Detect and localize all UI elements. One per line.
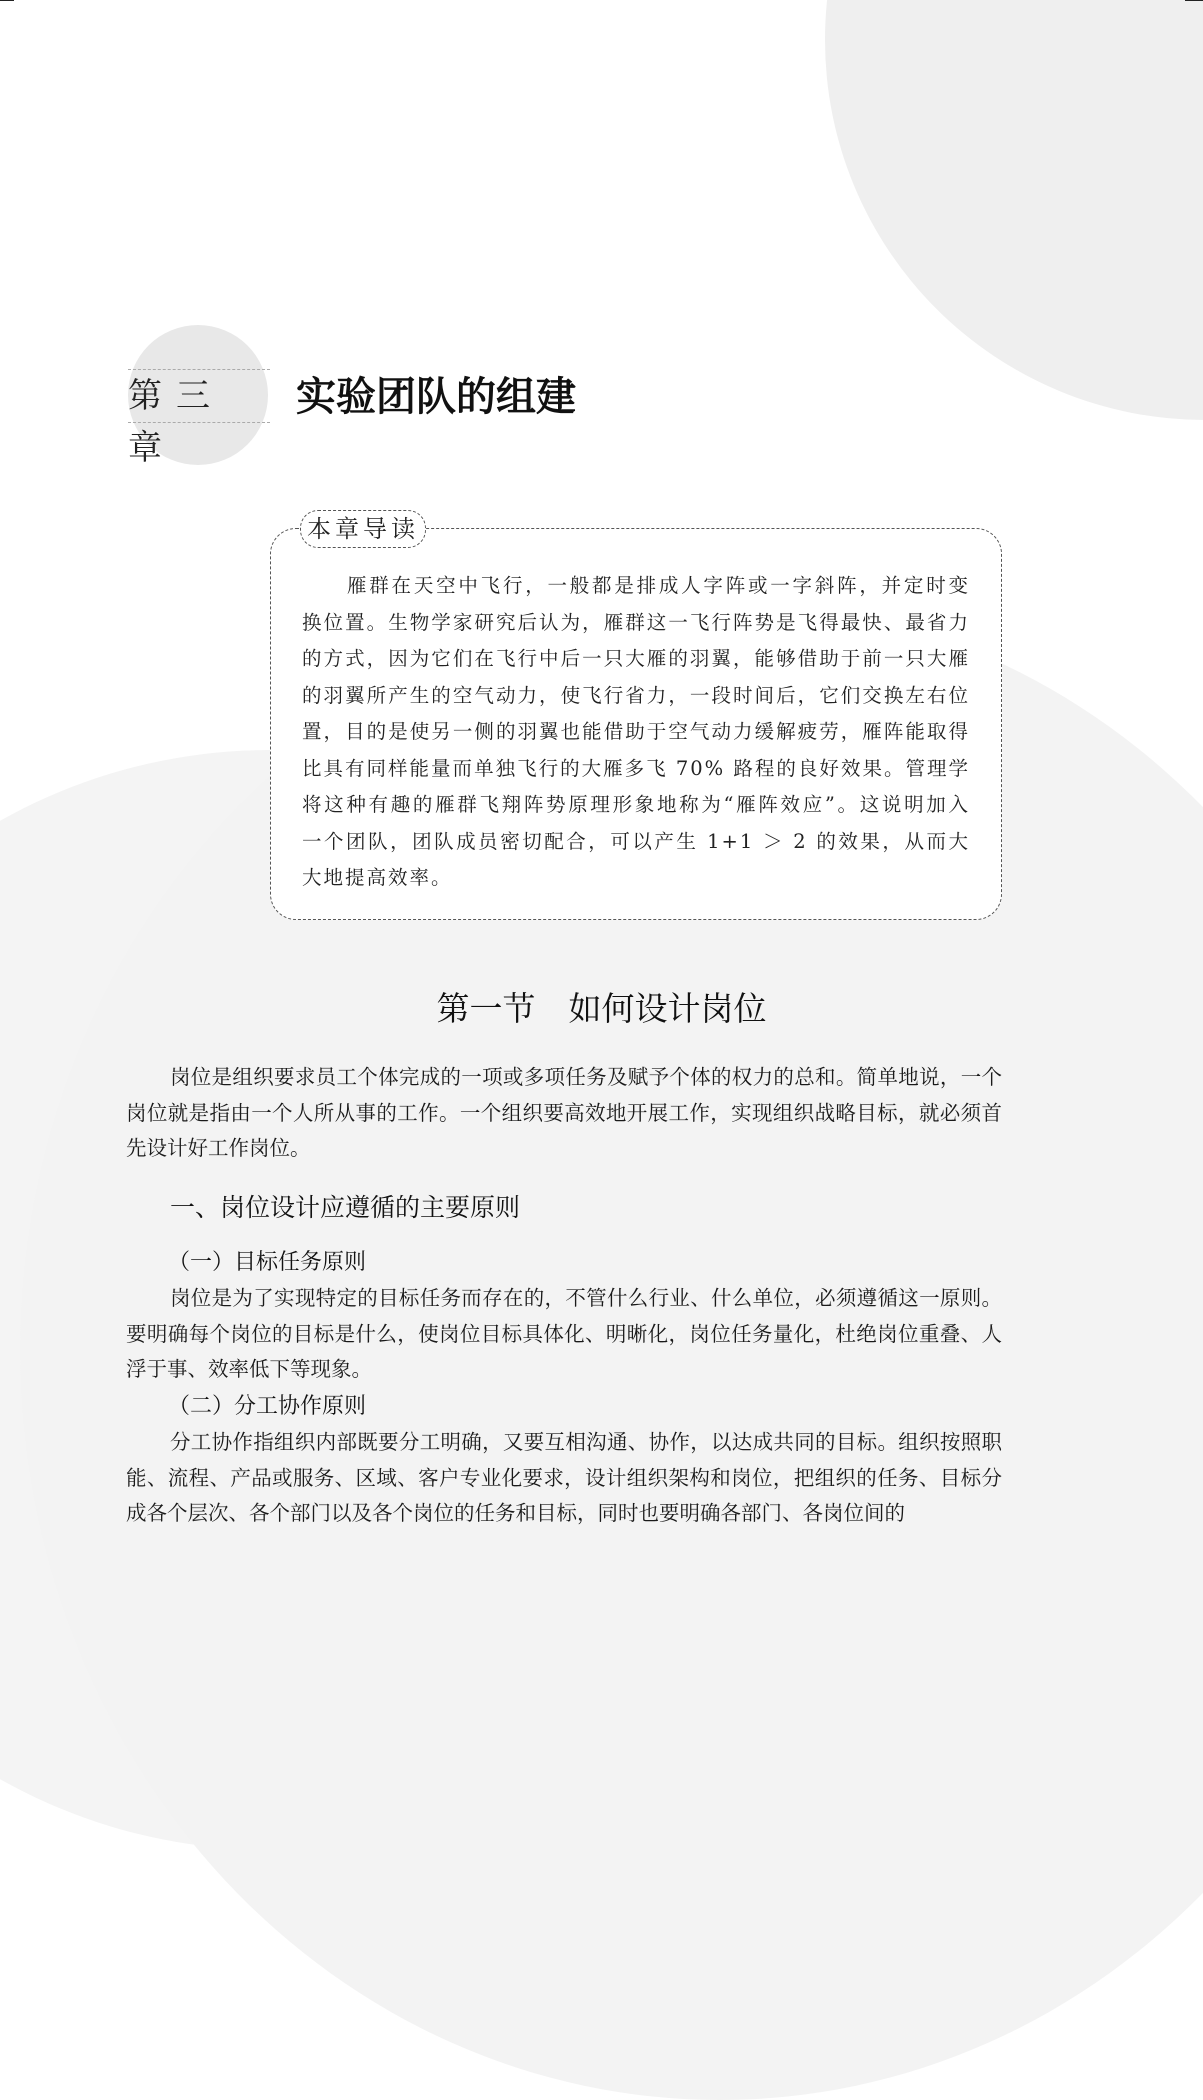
subheading-principles: 一、岗位设计应遵循的主要原则 (170, 1193, 521, 1222)
chapter-guide-text: 雁群在天空中飞行，一般都是排成人字阵或一字斜阵，并定时变换位置。生物学家研究后认为，雁群这一飞行阵势是飞得最快、最省力的方式，因为它们在飞行中后一只大雁的羽翼，能够借助于前一只大雁的羽翼所产生的空气动力，使飞行省力，一段时间后，它们交换左右位置，目的是使另一侧的羽翼也能借助于空气动力缓解疲劳，雁阵能取得比具有同样能量而单独飞行的大雁多飞 70% 路程的良好效果。管理学将这种有趣的雁群飞翔阵势原理形象地称为“雁阵效应”。这说明加入一个团队，团队成员密切配合，可以产生 1+1 ＞ 2 的效果，从而大大地提高效率。 (302, 574, 970, 889)
section-title: 第一节 如何设计岗位 (436, 989, 767, 1028)
crop-mark-top-right (1185, 0, 1203, 1)
chapter-guide-label: 本章导读 (300, 510, 426, 548)
principle-heading-1: （一）目标任务原则 (168, 1250, 367, 1275)
decorative-circle-top-right (825, 0, 1203, 420)
principle-paragraph-2: 分工协作指组织内部既要分工明确，又要互相沟通、协作，以达成共同的目标。组织按照职能、流程、产品或服务、区域、客户专业化要求，设计组织架构和岗位，把组织的任务、目标分成各个层次、各个部门以及各个岗位的任务和目标，同时也要明确各部门、各岗位间的 (126, 1430, 1002, 1525)
section-intro-paragraph: 岗位是组织要求员工个体完成的一项或多项任务及赋予个体的权力的总和。简单地说，一个岗位就是指由一个人所从事的工作。一个组织要高效地开展工作，实现组织战略目标，就必须首先设计好工作岗位。 (126, 1065, 1002, 1160)
chapter-title: 实验团队的组建 (296, 374, 576, 420)
principle-paragraph-1: 岗位是为了实现特定的目标任务而存在的，不管什么行业、什么单位，必须遵循这一原则。要明确每个岗位的目标是什么，使岗位目标具体化、明晰化，岗位任务量化，杜绝岗位重叠、人浮于事、效率低下等现象。 (126, 1286, 1002, 1381)
crop-mark-top-left (0, 0, 14, 1)
chapter-number: 第三章 (128, 369, 270, 423)
principle-heading-2: （二）分工协作原则 (168, 1394, 367, 1419)
